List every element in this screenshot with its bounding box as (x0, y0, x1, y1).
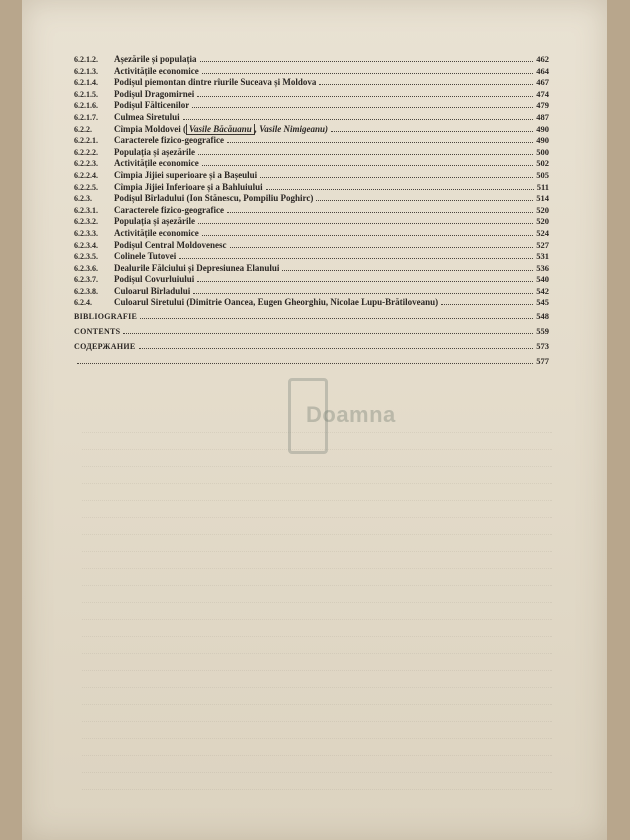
toc-entry-title: Podișul Dragomirnei (114, 88, 195, 99)
toc-entry (74, 54, 549, 66)
toc-section (74, 324, 549, 339)
toc-entry-number: 6.2.2.3. (74, 159, 98, 169)
toc-leader-dots (139, 341, 534, 349)
toc-entry-number: 6.2.1.2. (74, 55, 98, 64)
watermark-text: Doamna (306, 402, 396, 427)
toc-leader-dots (441, 297, 533, 305)
toc-entry-number: 6.2.1.5. (74, 89, 98, 99)
toc-entry-number: 6.2.1.4. (74, 78, 98, 88)
toc-leader-dots (319, 77, 533, 85)
toc-entry-number: 6.2.3.3. (74, 228, 98, 238)
toc-entry (74, 251, 549, 263)
toc-entry-number: 6.2.3.2. (74, 217, 98, 227)
toc-entry-page: 490 (536, 135, 549, 146)
toc-entry-title: Caracterele fizico-geografice (114, 204, 225, 215)
toc-entry-page: 500 (536, 146, 549, 157)
toc-entry-title: Activitățile economice (114, 227, 199, 238)
toc-entry-number: 6.2.3.7. (74, 275, 98, 285)
toc-entry-page: 520 (536, 204, 549, 215)
toc-leader-dots (197, 89, 533, 97)
toc-entry-number: 6.2.1.7. (74, 112, 98, 122)
toc-entry-title: Podișul Central Moldovenesc (114, 239, 227, 250)
toc-entry (74, 135, 549, 147)
toc-leader-dots (266, 182, 534, 190)
toc-entry-number: 6.2.4. (74, 298, 92, 308)
toc-entry (74, 77, 549, 89)
toc-leader-dots (316, 193, 533, 201)
watermark-logo (288, 378, 408, 458)
toc-section (74, 309, 549, 324)
toc-entry-page: 520 (536, 216, 549, 227)
toc-entry-number: 6.2.3.4. (74, 240, 98, 250)
toc-entry-title: Dealurile Fălciului și Depresiunea Elanului (114, 262, 280, 273)
toc-entry (74, 112, 549, 124)
toc-section-page: 577 (536, 356, 549, 367)
toc-entry (74, 66, 549, 78)
toc-entry-number: 6.2.3.6. (74, 263, 98, 273)
toc-entry-page: 542 (536, 285, 549, 296)
toc-entry (74, 286, 549, 298)
toc-entry-page: 502 (536, 158, 549, 169)
toc-entry-title: Cîmpia Jijiei superioare și a Bașeului (114, 169, 258, 180)
toc-entry-title: Caracterele fizico-geografice (114, 135, 225, 146)
toc-entry-number: 6.2.3.8. (74, 286, 98, 296)
toc-leader-dots (331, 124, 533, 132)
toc-section-page: 548 (536, 311, 549, 322)
toc-entry (74, 263, 549, 275)
toc-leader-dots (227, 135, 533, 143)
toc-leader-dots (198, 147, 533, 155)
toc-leader-dots (202, 228, 534, 236)
toc-entry-page: 511 (536, 181, 549, 192)
toc-entry (74, 124, 549, 136)
toc-leader-dots (197, 274, 533, 282)
toc-entry (74, 205, 549, 217)
toc-entry-page: 505 (536, 169, 549, 180)
toc-entry-page: 467 (536, 77, 549, 88)
bleed-through-text (82, 420, 552, 800)
toc-entry-title: Cîmpia Moldovei ( Vasile Băcăuanu , Vasile Nimigeanu) (114, 123, 329, 134)
toc-entry-title: Podișul Covurluiului (114, 274, 195, 285)
toc-entry (74, 228, 549, 240)
toc-entry-page: 464 (536, 65, 549, 76)
toc-entry-title: Cîmpia Jijiei Inferioare și a Bahluiului (114, 181, 263, 192)
toc-section-page: 559 (536, 326, 549, 337)
toc-leader-dots (77, 356, 533, 364)
toc-leader-dots (202, 66, 534, 74)
toc-entry (74, 89, 549, 101)
toc-section-title: BIBLIOGRAFIE (74, 312, 138, 322)
toc-entry (74, 240, 549, 252)
toc-entry-title: Culoarul Bîrladului (114, 285, 191, 296)
toc-entry-page: 490 (536, 123, 549, 134)
toc-entry-page: 536 (536, 262, 549, 273)
toc-leader-dots (198, 216, 533, 224)
toc-entry-page: 524 (536, 227, 549, 238)
toc-entry-page: 531 (536, 251, 549, 262)
toc-entry-page: 487 (536, 111, 549, 122)
toc-entry-number: 6.2.2.1. (74, 136, 98, 146)
toc-entry-page: 540 (536, 274, 549, 285)
toc-entry-author-boxed: Vasile Băcăuanu (186, 124, 255, 135)
toc-entry (74, 193, 549, 205)
toc-section (74, 339, 549, 354)
toc-entry-title: Podișul Bîrladului (Ion Stănescu, Pompiliu Poghirc) (114, 193, 314, 204)
toc-leader-dots (260, 170, 533, 178)
toc-entry (74, 170, 549, 182)
toc-entry-title: Populația și așezările (114, 216, 195, 227)
toc-entry (74, 297, 549, 309)
toc-section-title: СОДЕРЖАНИЕ (74, 342, 136, 352)
toc-leader-dots (192, 100, 533, 108)
toc-entry-page: 527 (536, 239, 549, 250)
toc-entry-title: Activitățile economice (114, 158, 199, 169)
toc-entry-title: Podișul piemontan dintre rîurile Suceava și Moldova (114, 77, 317, 88)
toc-entry (74, 147, 549, 159)
toc-entry-number: 6.2.3. (74, 194, 92, 204)
toc-entry (74, 216, 549, 228)
toc-leader-dots (123, 326, 533, 334)
toc-leader-dots (202, 158, 534, 166)
toc-entry-title: Culmea Siretului (114, 111, 180, 122)
toc-entry-page: 462 (536, 54, 549, 64)
toc-entry-page: 545 (536, 297, 549, 308)
toc-entry (74, 158, 549, 170)
toc-entry-page: 474 (536, 88, 549, 99)
toc-entry-title: Așezările și populația (114, 54, 197, 64)
toc-leader-dots (230, 240, 534, 248)
toc-entry-number: 6.2.3.1. (74, 205, 98, 215)
toc-section-title: CONTENTS (74, 327, 121, 337)
toc-entry-title: Activitățile economice (114, 65, 199, 76)
toc-entry (74, 100, 549, 112)
toc-leader-dots (183, 112, 534, 120)
toc-entry-number: 6.2.3.5. (74, 252, 98, 262)
toc-leader-dots (193, 286, 533, 294)
toc-section (74, 354, 549, 369)
toc-entry-number: 6.2.1.3. (74, 66, 98, 76)
toc-entry-page: 479 (536, 100, 549, 111)
toc-entry-number: 6.2.2.2. (74, 147, 98, 157)
toc-entry-title: Podișul Fălticenilor (114, 100, 190, 111)
toc-entry-number: 6.2.1.6. (74, 101, 98, 111)
toc-leader-dots (282, 263, 533, 271)
toc-entry-title: Populația și așezările (114, 146, 195, 157)
toc-entry-page: 514 (536, 193, 549, 204)
toc-leader-dots (200, 54, 534, 62)
toc-entry-number: 6.2.2.4. (74, 170, 98, 180)
toc-leader-dots (179, 251, 533, 259)
book-page (22, 0, 607, 840)
toc-section-page: 573 (536, 341, 549, 352)
toc-entry-number: 6.2.2. (74, 124, 92, 134)
toc-entry-number: 6.2.2.5. (74, 182, 98, 192)
toc-entry (74, 274, 549, 286)
toc-entry-title: Culoarul Siretului (Dimitrie Oancea, Eugen Gheorghiu, Nicolae Lupu-Brătiloveanu) (114, 297, 439, 308)
toc-entry (74, 182, 549, 194)
toc-leader-dots (140, 311, 533, 319)
table-of-contents (74, 54, 549, 369)
toc-leader-dots (227, 205, 533, 213)
toc-entry-title: Colinele Tutovei (114, 251, 177, 262)
